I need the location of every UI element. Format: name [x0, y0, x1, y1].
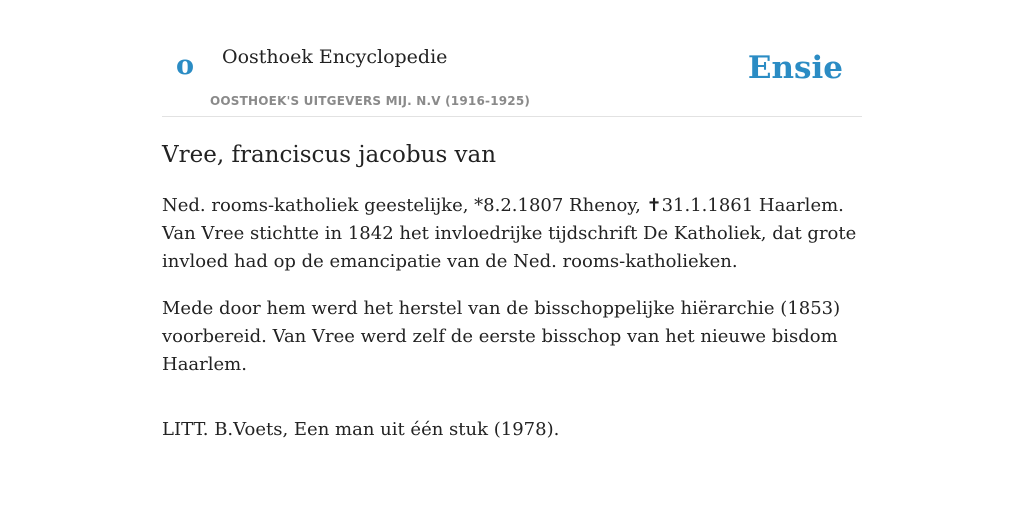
- article: [162, 140, 862, 463]
- ensie-brand-link[interactable]: Ensie: [747, 50, 843, 86]
- literature-reference: LITT. B.Voets, Een man uit één stuk (1978).: [162, 419, 560, 440]
- page: [162, 0, 862, 440]
- header: [162, 0, 862, 117]
- site-logo[interactable]: o: [176, 50, 195, 81]
- article-title: Vree, franciscus jacobus van: [162, 142, 497, 168]
- site-title[interactable]: Oosthoek Encyclopedie: [222, 46, 448, 68]
- article-paragraph-1: Ned. rooms-katholiek geestelijke, *8.2.1807 Rhenoy, ✝31.1.1861 Haarlem. Van Vree stichtte in 1842 het invloedrijke tijdschrift De Katholiek, dat grote invloed had op de emancipatie van de Ned. rooms-katholieken.: [162, 195, 857, 272]
- article-paragraph-2: Mede door hem werd het herstel van de bisschoppelijke hiërarchie (1853) voorbereid. Van Vree werd zelf de eerste bisschop van het nieuwe bisdom Haarlem.: [162, 298, 841, 375]
- publisher-subtitle: OOSTHOEK'S UITGEVERS MIJ. N.V (1916-1925): [210, 94, 531, 108]
